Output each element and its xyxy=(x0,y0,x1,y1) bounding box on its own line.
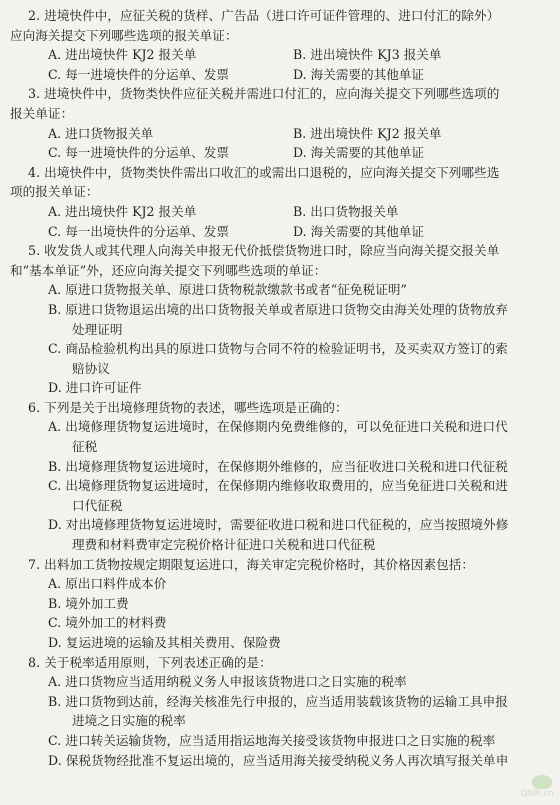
q2-option-a: A. 进出境快件 KJ2 报关单 xyxy=(48,47,197,63)
q3-option-b: B. 进出境快件 KJ2 报关单 xyxy=(293,125,442,141)
q6-option-d-line1: D. 对出境修理货物复运进境时，需要征收进口税和进口代征税的，应当按照境外修 xyxy=(48,517,509,533)
q2-option-b: B. 进出境快件 KJ3 报关单 xyxy=(293,47,442,63)
q2-stem-line1: 2. 进境快件中，应征关税的货样、广告品（进口许可证件管理的、进口付汇的除外） xyxy=(28,8,500,23)
q7-option-a: A. 原出口料件成本价 xyxy=(48,576,167,592)
q4-stem-line1: 4. 出境快件中，货物类快件需出口收汇的或需出口退税的，应向海关提交下列哪些选 xyxy=(28,164,500,180)
q4-option-d: D. 海关需要的其他单证 xyxy=(293,223,424,239)
q8-option-c: C. 进口转关运输货物，应当适用指运地海关接受该货物申报进口之日实施的税率 xyxy=(48,732,496,748)
q3-stem-line1: 3. 进境快件中，货物类快件应征关税并需进口付汇的，应向海关提交下列哪些选项的 xyxy=(28,86,500,102)
q4-option-c: C. 每一出境快件的分运单、发票 xyxy=(48,223,229,239)
q8-stem: 8. 关于税率适用原则，下列表述正确的是： xyxy=(28,654,272,670)
q6-option-c-line2: 口代征税 xyxy=(72,497,123,513)
q6-option-c-line1: C. 出境修理货物复运进境时，在保修期内维修收取费用的，应当免征进口关税和进 xyxy=(48,478,508,494)
q2-stem-line2: 应向海关提交下列哪些选项的报关单证： xyxy=(10,27,238,43)
q4-options-ab xyxy=(10,202,550,222)
q4-options-cd xyxy=(10,222,550,242)
q8-option-a: A. 进口货物应当适用纳税义务人申报该货物进口之日实施的税率 xyxy=(48,674,407,690)
q8-option-b-line1: B. 进口货物到达前，经海关核准先行申报的，应当适用装载该货物的运输工具申报 xyxy=(48,693,508,709)
site-watermark xyxy=(500,775,554,801)
watermark-text: QNR.cn xyxy=(520,789,554,799)
q7-option-d: D. 复运进境的运输及其相关费用、保险费 xyxy=(48,635,281,650)
q7-option-c: C. 境外加工的材料费 xyxy=(48,615,167,631)
q3-options-ab xyxy=(10,124,550,144)
q5-option-c-line1: C. 商品检验机构出具的原进口货物与合同不符的检验证明书，及买卖双方签订的索 xyxy=(48,341,508,357)
q2-option-d: D. 海关需要的其他单证 xyxy=(293,66,424,82)
watermark-logo-icon xyxy=(532,775,552,789)
q6-option-b: B. 出境修理货物复运进境时，在保修期外维修的，应当征收进口关税和进口代征税 xyxy=(48,458,508,474)
q6-option-d-line2: 理费和材料费审定完税价格计征进口关税和进口代征税 xyxy=(72,537,376,553)
q5-stem-line1: 5. 收发货人或其代理人向海关申报无代价抵偿货物进口时，除应当向海关提交报关单 xyxy=(28,243,500,259)
q2-option-c: C. 每一进境快件的分运单、发票 xyxy=(48,66,229,82)
q5-stem-line2: 和“基本单证”外，还应向海关提交下列哪些选项的单证： xyxy=(10,262,327,278)
q2-options-ab xyxy=(10,45,550,65)
q3-option-c: C. 每一进境快件的分运单、发票 xyxy=(48,145,229,161)
q5-option-c-line2: 赔协议 xyxy=(72,360,110,376)
q3-option-a: A. 进口货物报关单 xyxy=(48,125,154,141)
q6-option-a-line1: A. 出境修理货物复运进境时，在保修期内免费维修的，可以免征进口关税和进口代 xyxy=(48,419,508,435)
q4-option-b: B. 出口货物报关单 xyxy=(293,203,399,219)
q2-options-cd xyxy=(10,65,550,85)
q7-stem: 7. 出料加工货物按规定期限复运进口，海关审定完税价格时，其价格因素包括： xyxy=(28,556,475,572)
q7-option-b: B. 境外加工费 xyxy=(48,595,129,611)
q6-option-a-line2: 征税 xyxy=(72,439,98,455)
q8-option-b-line2: 进境之日实施的税率 xyxy=(72,713,186,729)
q5-option-b-line1: B. 原进口货物退运出境的出口货物报关单或者原进口货物交由海关处理的货物放弃 xyxy=(48,301,508,317)
q3-option-d: D. 海关需要的其他单证 xyxy=(293,145,424,161)
q5-option-a: A. 原进口货物报关单、原进口货物税款缴款书或者“征免税证明” xyxy=(48,282,407,298)
q4-stem-line2: 项的报关单证： xyxy=(10,184,99,200)
q5-option-d: D. 进口许可证件 xyxy=(48,380,142,396)
q4-option-a: A. 进出境快件 KJ2 报关单 xyxy=(48,203,197,219)
q6-stem: 6. 下列是关于出境修理货物的表述，哪些选项是正确的： xyxy=(28,399,348,415)
q3-options-cd xyxy=(10,143,550,163)
q3-stem-line2: 报关单证： xyxy=(10,105,74,121)
q5-option-b-line2: 处理证明 xyxy=(72,321,123,337)
q8-option-d: D. 保税货物经批准不复运出境的，应当适用海关接受纳税义务人再次填写报关单申 xyxy=(48,752,509,768)
